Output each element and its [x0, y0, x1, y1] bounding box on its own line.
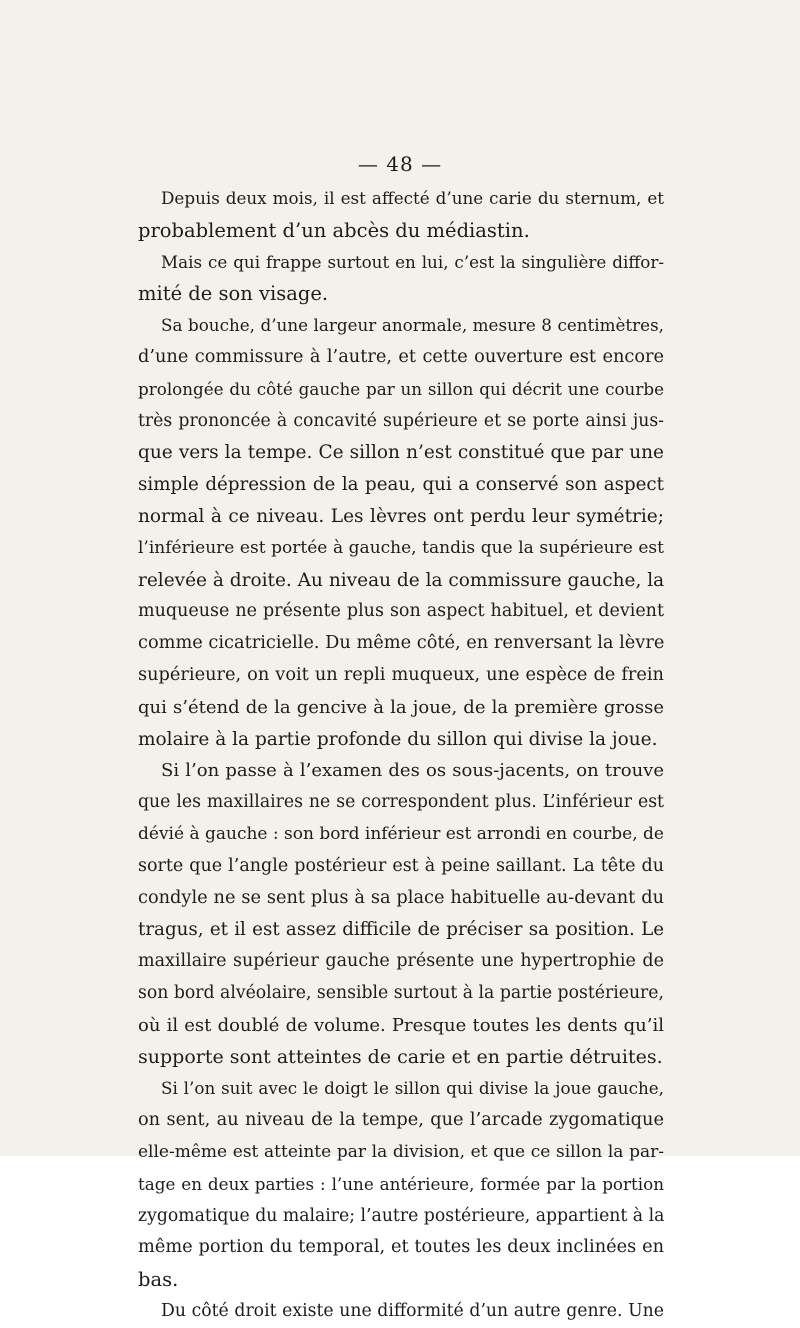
text-line: son bord alvéolaire, sensible surtout à la partie postérieure,	[138, 982, 664, 1003]
text-line: d’une commissure à l’autre, et cette ouverture est encore	[138, 346, 664, 367]
text-line: simple dépression de la peau, qui a conservé son aspect	[138, 474, 664, 496]
text-line: même portion du temporal, et toutes les deux inclinées en	[138, 1237, 664, 1258]
text-line: que vers la tempe. Ce sillon n’est constitué que par une	[138, 442, 664, 464]
page-number: — 48 —	[357, 152, 443, 176]
text-line: molaire à la partie profonde du sillon qui divise la joue.	[138, 728, 658, 750]
text-line: l’inférieure est portée à gauche, tandis que la supérieure est	[138, 537, 664, 558]
text-line: condyle ne se sent plus à sa place habituelle au-devant du	[138, 887, 664, 908]
text-line: on sent, au niveau de la tempe, que l’arcade zygomatique	[138, 1110, 664, 1131]
text-line: supporte sont atteintes de carie et en partie détruites.	[138, 1045, 663, 1068]
text-line: bas.	[138, 1268, 179, 1292]
text-line: que les maxillaires ne se correspondent plus. L’inférieur est	[138, 792, 664, 813]
text-line: tage en deux parties : l’une antérieure, formée par la portion	[138, 1173, 664, 1194]
text-line: Sa bouche, d’une largeur anormale, mesure 8 centimètres,	[161, 315, 664, 336]
text-line: tragus, et il est assez difficile de préciser sa position. Le	[138, 919, 664, 941]
text-line: mité de son visage.	[138, 282, 329, 306]
text-line: zygomatique du malaire; l’autre postérieure, appartient à la	[138, 1205, 665, 1226]
text-line: normal à ce niveau. Les lèvres ont perdu leur symétrie;	[138, 505, 664, 527]
text-line: elle-même est atteinte par la division, et que ce sillon la par-	[138, 1141, 664, 1162]
text-line: Si l’on passe à l’examen des os sous-jacents, on trouve	[161, 760, 664, 782]
text-line: qui s’étend de la gencive à la joue, de la première grosse	[138, 696, 664, 718]
text-line: muqueuse ne présente plus son aspect habituel, et devient	[138, 601, 664, 622]
text-line: Mais ce qui frappe surtout en lui, c’est la singulière diffor-	[161, 251, 664, 272]
text-line: Du côté droit existe une difformité d’un autre genre. Une	[161, 1300, 664, 1321]
text-line: Si l’on suit avec le doigt le sillon qui divise la joue gauche,	[161, 1078, 664, 1099]
text-line: sorte que l’angle postérieur est à peine saillant. La tête du	[138, 855, 664, 876]
text-line: comme cicatricielle. Du même côté, en renversant la lèvre	[138, 633, 665, 654]
text-line: probablement d’un abcès du médiastin.	[138, 218, 530, 242]
text-line: maxillaire supérieur gauche présente une hypertrophie de	[138, 951, 664, 972]
text-line: Depuis deux mois, il est affecté d’une carie du sternum, et	[161, 188, 664, 208]
text-line: supérieure, on voit un repli muqueux, une espèce de frein	[138, 664, 664, 685]
text-line: dévié à gauche : son bord inférieur est arrondi en courbe, de	[138, 823, 664, 844]
text-line: relevée à droite. Au niveau de la commissure gauche, la	[138, 569, 665, 591]
text-line: prolongée du côté gauche par un sillon qui décrit une courbe	[138, 378, 664, 399]
text-line: très prononcée à concavité supérieure et se porte ainsi jus-	[138, 410, 664, 431]
text-line: où il est doublé de volume. Presque toutes les dents qu’il	[138, 1014, 664, 1036]
